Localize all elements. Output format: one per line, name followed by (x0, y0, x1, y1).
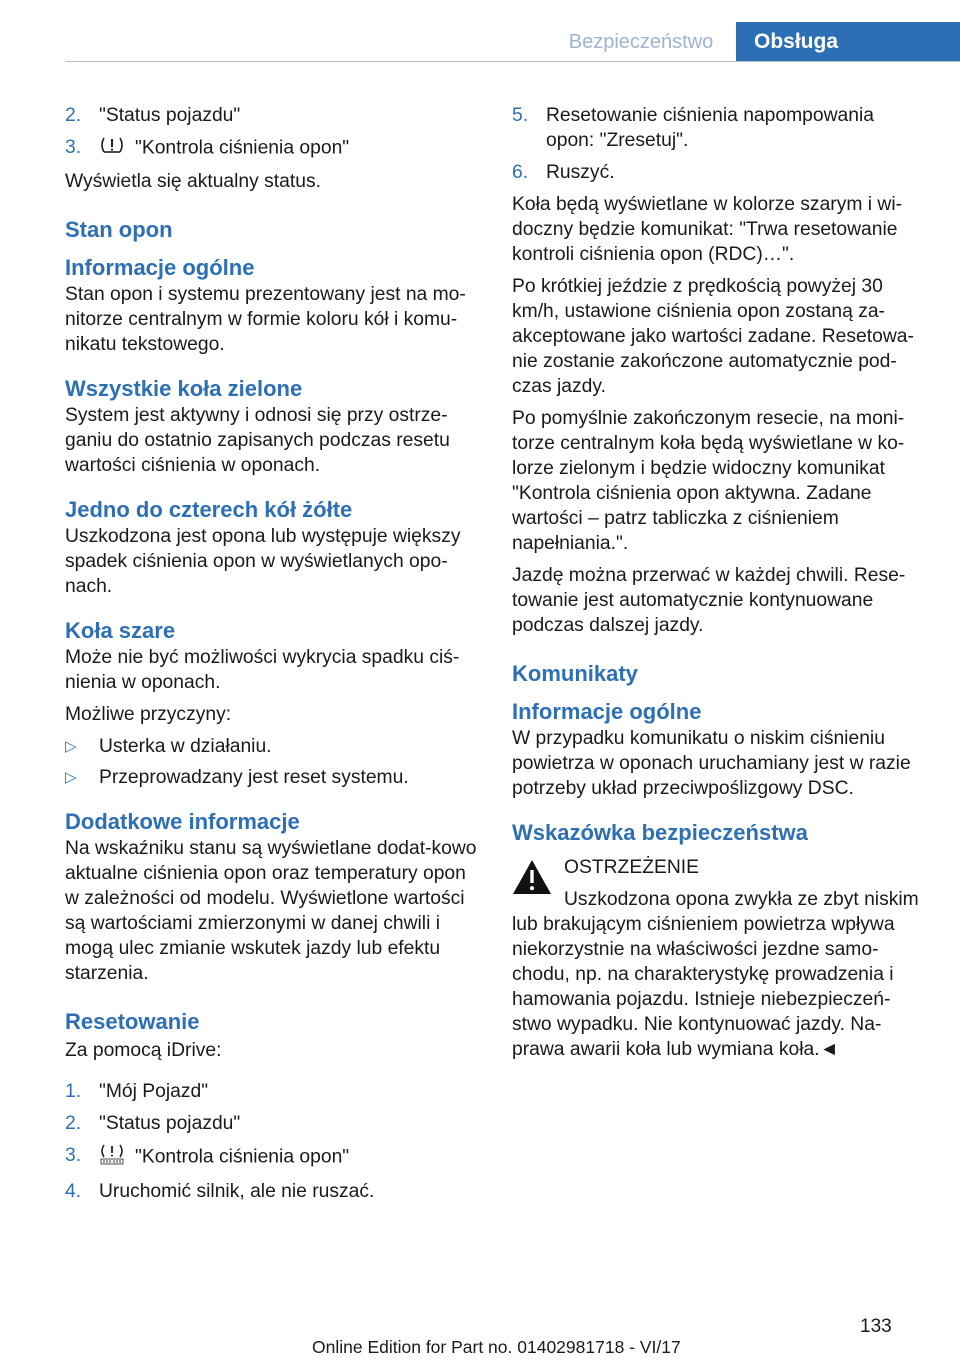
warning-triangle-icon (512, 859, 552, 902)
list-text: "Kontrola ciśnienia opon" (135, 137, 350, 159)
paragraph: W przypadku komunikatu o niskim ciśnieniu powietrza w oponach uruchamiany jest w razie potrzeby układ przeciwpoślizgowy DSC. (512, 728, 911, 799)
section-title-stan-opon: Stan opon (65, 217, 173, 242)
list-number: 3. (65, 137, 82, 158)
list-text: Przeprowadzany jest reset systemu. (99, 767, 409, 788)
subsection-title: Wskazówka bezpieczeństwa (512, 820, 808, 845)
list-number: 2. (65, 1113, 82, 1134)
list-item (65, 103, 480, 128)
list-item (65, 1079, 480, 1104)
list-text: Usterka w działaniu. (99, 736, 272, 757)
paragraph: Koła będą wyświetlane w kolorze szarym i wi‐doczny będzie komunikat: "Trwa resetowanie kontroli ciśnienia opon (RDC)…". (512, 194, 903, 265)
paragraph: Po krótkiej jeździe z prędkością powyżej 30 km/h, ustawione ciśnienia opon zostaną za‐akceptowane jako wartości zadane. Resetowa‐nie zostanie zakończone automatycznie pod‐czas jazdy. (512, 276, 914, 397)
list-item (65, 765, 480, 790)
list-text: Resetowanie ciśnienia napompowania opon: "Zresetuj". (546, 105, 874, 151)
paragraph: Na wskaźniku stanu są wyświetlane dodat‐kowo aktualne ciśnienia opon oraz temperatury opon w zależności od modelu. Wyświetlone wartości są wartościami zmierzonymi w danej chwili i mogą ulec zmianie wskutek jazdy lub efektu starzenia. (65, 838, 477, 984)
subsection-title: Dodatkowe informacje (65, 809, 300, 834)
subsection-title: Koła szare (65, 618, 176, 643)
list-number: 6. (512, 162, 529, 183)
triangle-bullet-icon: ▷ (65, 738, 77, 755)
paragraph: System jest aktywny i odnosi się przy ostrze‐ganiu do ostatnio zapisanych podczas resetu wartości ciśnienia w oponach. (65, 405, 450, 476)
warning-block (512, 855, 927, 1062)
list-text: Uruchomić silnik, ale nie ruszać. (99, 1181, 375, 1202)
list-text: "Kontrola ciśnienia opon" (135, 1146, 350, 1168)
list-item (65, 135, 480, 162)
section-title-resetowanie: Resetowanie (65, 1009, 200, 1034)
list-text: "Mój Pojazd" (99, 1081, 209, 1102)
subsection-title: Informacje ogólne (65, 255, 255, 280)
warning-label: OSTRZEŻENIE (564, 857, 699, 878)
subsection-title: Informacje ogólne (512, 699, 702, 724)
list-item (65, 734, 480, 759)
header-divider (65, 61, 960, 62)
list-number: 2. (65, 105, 82, 126)
paragraph: Stan opon i systemu prezentowany jest na mo‐nitorze centralnym w formie koloru kół i komu‐nikatu tekstowego. (65, 284, 466, 355)
tab-obsluga[interactable]: Obsługa (736, 22, 960, 62)
list-number: 4. (65, 1181, 82, 1202)
list-number: 3. (65, 1145, 82, 1166)
subsection-title: Jedno do czterech kół żółte (65, 497, 353, 522)
subsection-title: Wszystkie koła zielone (65, 376, 303, 401)
list-text-with-icon (99, 1143, 480, 1172)
edition-footer: Online Edition for Part no. 01402981718 - VI/17 (312, 1337, 681, 1357)
tire-pressure-icon (99, 135, 125, 162)
list-item (65, 1143, 480, 1172)
list-item (512, 160, 927, 185)
list-text: Ruszyć. (546, 162, 615, 183)
right-column (512, 103, 927, 1069)
paragraph: Może nie być możliwości wykrycia spadku ciś‐nienia w oponach. (65, 647, 460, 693)
triangle-bullet-icon: ▷ (65, 769, 77, 786)
warning-text: Uszkodzona opona zwykła ze zbyt niskim lub brakującym ciśnieniem powietrza wpływa niekorzystnie na właściwości jezdne samo‐chodu, np. na charakterystykę prowadzenia i hamowania pojazdu. Istnieje niebezpieczeń‐stwo wypadku. Nie kontynuować jazdy. Na‐prawa awarii koła lub wymiana koła.◄ (512, 889, 919, 1060)
tab-bezpieczenstwo[interactable]: Bezpieczeństwo (568, 30, 714, 53)
paragraph: Po pomyślnie zakończonym resecie, na moni‐torze centralnym koła będą wyświetlane w ko‐lorze zielonym i będzie widoczny komunikat "Kontrola ciśnienia opon aktywna. Zadane wartości – patrz tabliczka z ciśnieniem napełniania.". (512, 408, 905, 554)
list-item (512, 103, 927, 153)
left-column (65, 103, 480, 1211)
list-number: 1. (65, 1081, 82, 1102)
list-text: "Status pojazdu" (99, 105, 241, 126)
list-item (65, 1111, 480, 1136)
list-number: 5. (512, 105, 529, 126)
paragraph: Uszkodzona jest opona lub występuje większy spadek ciśnienia opon w wyświetlanych opo‐nach. (65, 526, 461, 597)
paragraph: Jazdę można przerwać w każdej chwili. Rese‐towanie jest automatycznie kontynuowane podczas dalszej jazdy. (512, 565, 906, 636)
paragraph: Za pomocą iDrive: (65, 1040, 222, 1061)
status-text: Wyświetla się aktualny status. (65, 171, 321, 192)
section-title-komunikaty: Komunikaty (512, 661, 638, 686)
page-number: 133 (860, 1316, 892, 1337)
list-item (65, 1179, 480, 1204)
list-text: "Status pojazdu" (99, 1113, 241, 1134)
list-text-with-icon (99, 135, 480, 162)
tire-pressure-reset-icon (99, 1143, 125, 1172)
paragraph: Możliwe przyczyny: (65, 704, 232, 725)
